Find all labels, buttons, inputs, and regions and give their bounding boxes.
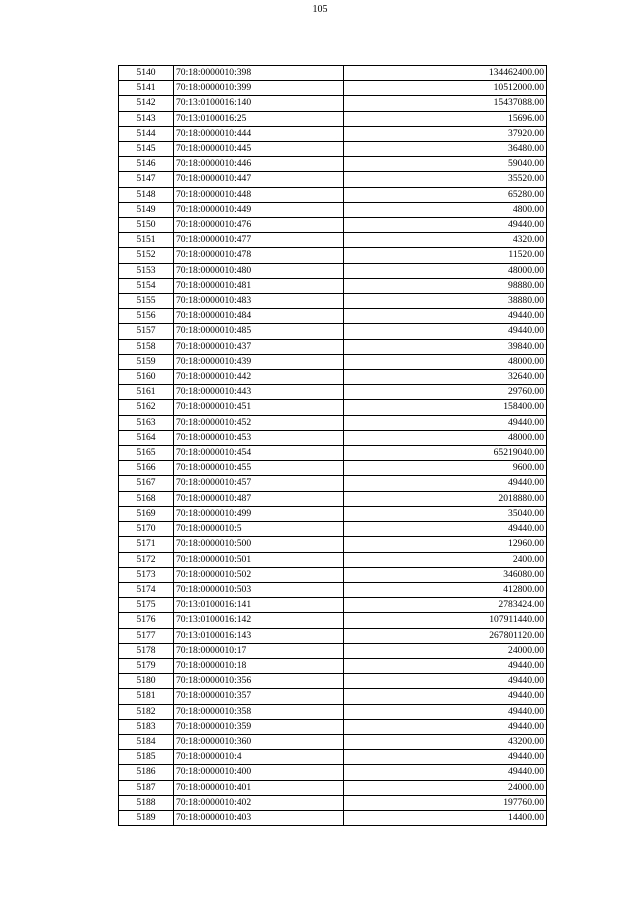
- row-number-cell: 5188: [119, 795, 174, 810]
- cadastral-value-cell: 48000.00: [344, 430, 547, 445]
- cadastral-number-cell: 70:18:0000010:443: [174, 385, 344, 400]
- table-row: [119, 734, 547, 749]
- table-row: [119, 324, 547, 339]
- cadastral-number-cell: 70:18:0000010:502: [174, 567, 344, 582]
- row-number-cell: 5157: [119, 324, 174, 339]
- cadastral-number-cell: 70:18:0000010:500: [174, 537, 344, 552]
- row-number-cell: 5173: [119, 567, 174, 582]
- table-row: [119, 674, 547, 689]
- cadastral-number-cell: 70:18:0000010:356: [174, 674, 344, 689]
- row-number-cell: 5175: [119, 598, 174, 613]
- row-number-cell: 5167: [119, 476, 174, 491]
- table-row: [119, 476, 547, 491]
- table-row: [119, 233, 547, 248]
- cadastral-value-cell: 24000.00: [344, 643, 547, 658]
- table-row: [119, 643, 547, 658]
- row-number-cell: 5154: [119, 278, 174, 293]
- row-number-cell: 5150: [119, 218, 174, 233]
- row-number-cell: 5177: [119, 628, 174, 643]
- row-number-cell: 5180: [119, 674, 174, 689]
- cadastral-value-cell: 49440.00: [344, 309, 547, 324]
- cadastral-value-cell: 29760.00: [344, 385, 547, 400]
- cadastral-value-cell: 49440.00: [344, 719, 547, 734]
- cadastral-number-cell: 70:18:0000010:449: [174, 202, 344, 217]
- cadastral-value-cell: 49440.00: [344, 658, 547, 673]
- cadastral-value-cell: 49440.00: [344, 476, 547, 491]
- cadastral-number-cell: 70:18:0000010:444: [174, 126, 344, 141]
- row-number-cell: 5168: [119, 491, 174, 506]
- cadastral-number-cell: 70:18:0000010:484: [174, 309, 344, 324]
- cadastral-value-cell: 15696.00: [344, 111, 547, 126]
- cadastral-value-cell: 49440.00: [344, 674, 547, 689]
- cadastral-number-cell: 70:18:0000010:17: [174, 643, 344, 658]
- cadastral-number-cell: 70:18:0000010:4: [174, 750, 344, 765]
- row-number-cell: 5152: [119, 248, 174, 263]
- table-row: [119, 354, 547, 369]
- cadastral-number-cell: 70:18:0000010:454: [174, 446, 344, 461]
- cadastral-number-cell: 70:18:0000010:501: [174, 552, 344, 567]
- cadastral-value-cell: 346080.00: [344, 567, 547, 582]
- cadastral-number-cell: 70:18:0000010:448: [174, 187, 344, 202]
- row-number-cell: 5148: [119, 187, 174, 202]
- cadastral-value-cell: 35040.00: [344, 506, 547, 521]
- row-number-cell: 5162: [119, 400, 174, 415]
- table-row: [119, 309, 547, 324]
- cadastral-value-cell: 11520.00: [344, 248, 547, 263]
- table-row: [119, 415, 547, 430]
- cadastral-number-cell: 70:18:0000010:360: [174, 734, 344, 749]
- cadastral-number-cell: 70:18:0000010:439: [174, 354, 344, 369]
- cadastral-value-cell: 39840.00: [344, 339, 547, 354]
- table-row: [119, 126, 547, 141]
- table-row: [119, 765, 547, 780]
- table-row: [119, 142, 547, 157]
- table-row: [119, 810, 547, 825]
- table-row: [119, 780, 547, 795]
- cadastral-number-cell: 70:18:0000010:398: [174, 66, 344, 81]
- row-number-cell: 5158: [119, 339, 174, 354]
- cadastral-value-cell: 2018880.00: [344, 491, 547, 506]
- cadastral-number-cell: 70:13:0100016:143: [174, 628, 344, 643]
- table-row: [119, 613, 547, 628]
- row-number-cell: 5186: [119, 765, 174, 780]
- cadastral-number-cell: 70:18:0000010:487: [174, 491, 344, 506]
- table-row: [119, 567, 547, 582]
- table-row: [119, 294, 547, 309]
- table-row: [119, 278, 547, 293]
- row-number-cell: 5156: [119, 309, 174, 324]
- row-number-cell: 5179: [119, 658, 174, 673]
- cadastral-value-cell: 107911440.00: [344, 613, 547, 628]
- cadastral-value-cell: 14400.00: [344, 810, 547, 825]
- table-row: [119, 96, 547, 111]
- row-number-cell: 5174: [119, 582, 174, 597]
- table-row: [119, 522, 547, 537]
- cadastral-number-cell: 70:18:0000010:478: [174, 248, 344, 263]
- table-row: [119, 537, 547, 552]
- row-number-cell: 5147: [119, 172, 174, 187]
- cadastral-value-cell: 49440.00: [344, 415, 547, 430]
- cadastral-number-cell: 70:18:0000010:483: [174, 294, 344, 309]
- cadastral-value-cell: 98880.00: [344, 278, 547, 293]
- table-row: [119, 628, 547, 643]
- cadastral-value-cell: 49440.00: [344, 324, 547, 339]
- cadastral-number-cell: 70:18:0000010:446: [174, 157, 344, 172]
- table-body: [119, 66, 547, 826]
- row-number-cell: 5140: [119, 66, 174, 81]
- cadastral-value-cell: 37920.00: [344, 126, 547, 141]
- table-row: [119, 187, 547, 202]
- cadastral-number-cell: 70:18:0000010:481: [174, 278, 344, 293]
- cadastral-value-cell: 49440.00: [344, 750, 547, 765]
- row-number-cell: 5169: [119, 506, 174, 521]
- row-number-cell: 5172: [119, 552, 174, 567]
- cadastral-number-cell: 70:18:0000010:5: [174, 522, 344, 537]
- cadastral-number-cell: 70:13:0100016:141: [174, 598, 344, 613]
- table-row: [119, 400, 547, 415]
- cadastral-value-cell: 134462400.00: [344, 66, 547, 81]
- table-row: [119, 704, 547, 719]
- table-row: [119, 339, 547, 354]
- row-number-cell: 5161: [119, 385, 174, 400]
- cadastral-value-cell: 48000.00: [344, 263, 547, 278]
- row-number-cell: 5160: [119, 370, 174, 385]
- table-row: [119, 172, 547, 187]
- row-number-cell: 5183: [119, 719, 174, 734]
- row-number-cell: 5182: [119, 704, 174, 719]
- table-row: [119, 157, 547, 172]
- cadastral-number-cell: 70:18:0000010:503: [174, 582, 344, 597]
- cadastral-number-cell: 70:18:0000010:457: [174, 476, 344, 491]
- table-row: [119, 506, 547, 521]
- row-number-cell: 5170: [119, 522, 174, 537]
- cadastral-number-cell: 70:18:0000010:358: [174, 704, 344, 719]
- table-row: [119, 719, 547, 734]
- row-number-cell: 5187: [119, 780, 174, 795]
- cadastral-number-cell: 70:18:0000010:476: [174, 218, 344, 233]
- cadastral-value-cell: 15437088.00: [344, 96, 547, 111]
- row-number-cell: 5185: [119, 750, 174, 765]
- row-number-cell: 5144: [119, 126, 174, 141]
- cadastral-value-cell: 9600.00: [344, 461, 547, 476]
- table-row: [119, 598, 547, 613]
- row-number-cell: 5181: [119, 689, 174, 704]
- table-row: [119, 689, 547, 704]
- cadastral-number-cell: 70:18:0000010:447: [174, 172, 344, 187]
- cadastral-value-cell: 2783424.00: [344, 598, 547, 613]
- table-row: [119, 111, 547, 126]
- page-number: 105: [312, 4, 328, 15]
- row-number-cell: 5153: [119, 263, 174, 278]
- table-row: [119, 582, 547, 597]
- cadastral-value-cell: 49440.00: [344, 765, 547, 780]
- table-row: [119, 66, 547, 81]
- cadastral-number-cell: 70:18:0000010:437: [174, 339, 344, 354]
- table-row: [119, 263, 547, 278]
- row-number-cell: 5143: [119, 111, 174, 126]
- cadastral-value-cell: 49440.00: [344, 522, 547, 537]
- row-number-cell: 5145: [119, 142, 174, 157]
- cadastral-value-cell: 59040.00: [344, 157, 547, 172]
- cadastral-value-cell: 36480.00: [344, 142, 547, 157]
- cadastral-value-cell: 412800.00: [344, 582, 547, 597]
- cadastral-value-table: [118, 65, 547, 826]
- row-number-cell: 5165: [119, 446, 174, 461]
- row-number-cell: 5149: [119, 202, 174, 217]
- row-number-cell: 5151: [119, 233, 174, 248]
- table-row: [119, 218, 547, 233]
- table-row: [119, 491, 547, 506]
- row-number-cell: 5171: [119, 537, 174, 552]
- cadastral-value-cell: 65280.00: [344, 187, 547, 202]
- row-number-cell: 5164: [119, 430, 174, 445]
- row-number-cell: 5189: [119, 810, 174, 825]
- cadastral-number-cell: 70:18:0000010:357: [174, 689, 344, 704]
- cadastral-number-cell: 70:18:0000010:451: [174, 400, 344, 415]
- table-row: [119, 795, 547, 810]
- table-row: [119, 202, 547, 217]
- cadastral-value-cell: 48000.00: [344, 354, 547, 369]
- table-row: [119, 81, 547, 96]
- table-row: [119, 552, 547, 567]
- table-row: [119, 248, 547, 263]
- table-row: [119, 370, 547, 385]
- cadastral-value-cell: 267801120.00: [344, 628, 547, 643]
- cadastral-value-cell: 24000.00: [344, 780, 547, 795]
- cadastral-number-cell: 70:18:0000010:403: [174, 810, 344, 825]
- cadastral-number-cell: 70:18:0000010:445: [174, 142, 344, 157]
- cadastral-value-cell: 35520.00: [344, 172, 547, 187]
- cadastral-value-cell: 43200.00: [344, 734, 547, 749]
- cadastral-number-cell: 70:18:0000010:18: [174, 658, 344, 673]
- cadastral-number-cell: 70:13:0100016:140: [174, 96, 344, 111]
- table-row: [119, 461, 547, 476]
- row-number-cell: 5176: [119, 613, 174, 628]
- table-row: [119, 658, 547, 673]
- row-number-cell: 5184: [119, 734, 174, 749]
- table-row: [119, 430, 547, 445]
- cadastral-number-cell: 70:18:0000010:477: [174, 233, 344, 248]
- cadastral-value-cell: 49440.00: [344, 704, 547, 719]
- cadastral-value-cell: 49440.00: [344, 689, 547, 704]
- cadastral-number-cell: 70:18:0000010:499: [174, 506, 344, 521]
- cadastral-value-cell: 49440.00: [344, 218, 547, 233]
- row-number-cell: 5155: [119, 294, 174, 309]
- cadastral-number-cell: 70:18:0000010:455: [174, 461, 344, 476]
- cadastral-number-cell: 70:18:0000010:359: [174, 719, 344, 734]
- cadastral-number-cell: 70:18:0000010:400: [174, 765, 344, 780]
- cadastral-value-cell: 4320.00: [344, 233, 547, 248]
- row-number-cell: 5178: [119, 643, 174, 658]
- cadastral-value-cell: 158400.00: [344, 400, 547, 415]
- table-row: [119, 385, 547, 400]
- row-number-cell: 5141: [119, 81, 174, 96]
- cadastral-value-cell: 65219040.00: [344, 446, 547, 461]
- cadastral-value-cell: 12960.00: [344, 537, 547, 552]
- cadastral-number-cell: 70:13:0100016:142: [174, 613, 344, 628]
- cadastral-number-cell: 70:18:0000010:399: [174, 81, 344, 96]
- cadastral-value-cell: 32640.00: [344, 370, 547, 385]
- cadastral-value-cell: 4800.00: [344, 202, 547, 217]
- cadastral-value-cell: 10512000.00: [344, 81, 547, 96]
- cadastral-value-cell: 2400.00: [344, 552, 547, 567]
- row-number-cell: 5159: [119, 354, 174, 369]
- row-number-cell: 5166: [119, 461, 174, 476]
- cadastral-number-cell: 70:18:0000010:453: [174, 430, 344, 445]
- row-number-cell: 5163: [119, 415, 174, 430]
- cadastral-number-cell: 70:13:0100016:25: [174, 111, 344, 126]
- cadastral-value-cell: 197760.00: [344, 795, 547, 810]
- cadastral-number-cell: 70:18:0000010:401: [174, 780, 344, 795]
- cadastral-number-cell: 70:18:0000010:480: [174, 263, 344, 278]
- cadastral-number-cell: 70:18:0000010:442: [174, 370, 344, 385]
- row-number-cell: 5142: [119, 96, 174, 111]
- cadastral-number-cell: 70:18:0000010:485: [174, 324, 344, 339]
- cadastral-number-cell: 70:18:0000010:452: [174, 415, 344, 430]
- cadastral-number-cell: 70:18:0000010:402: [174, 795, 344, 810]
- row-number-cell: 5146: [119, 157, 174, 172]
- table-row: [119, 446, 547, 461]
- cadastral-value-cell: 38880.00: [344, 294, 547, 309]
- table-row: [119, 750, 547, 765]
